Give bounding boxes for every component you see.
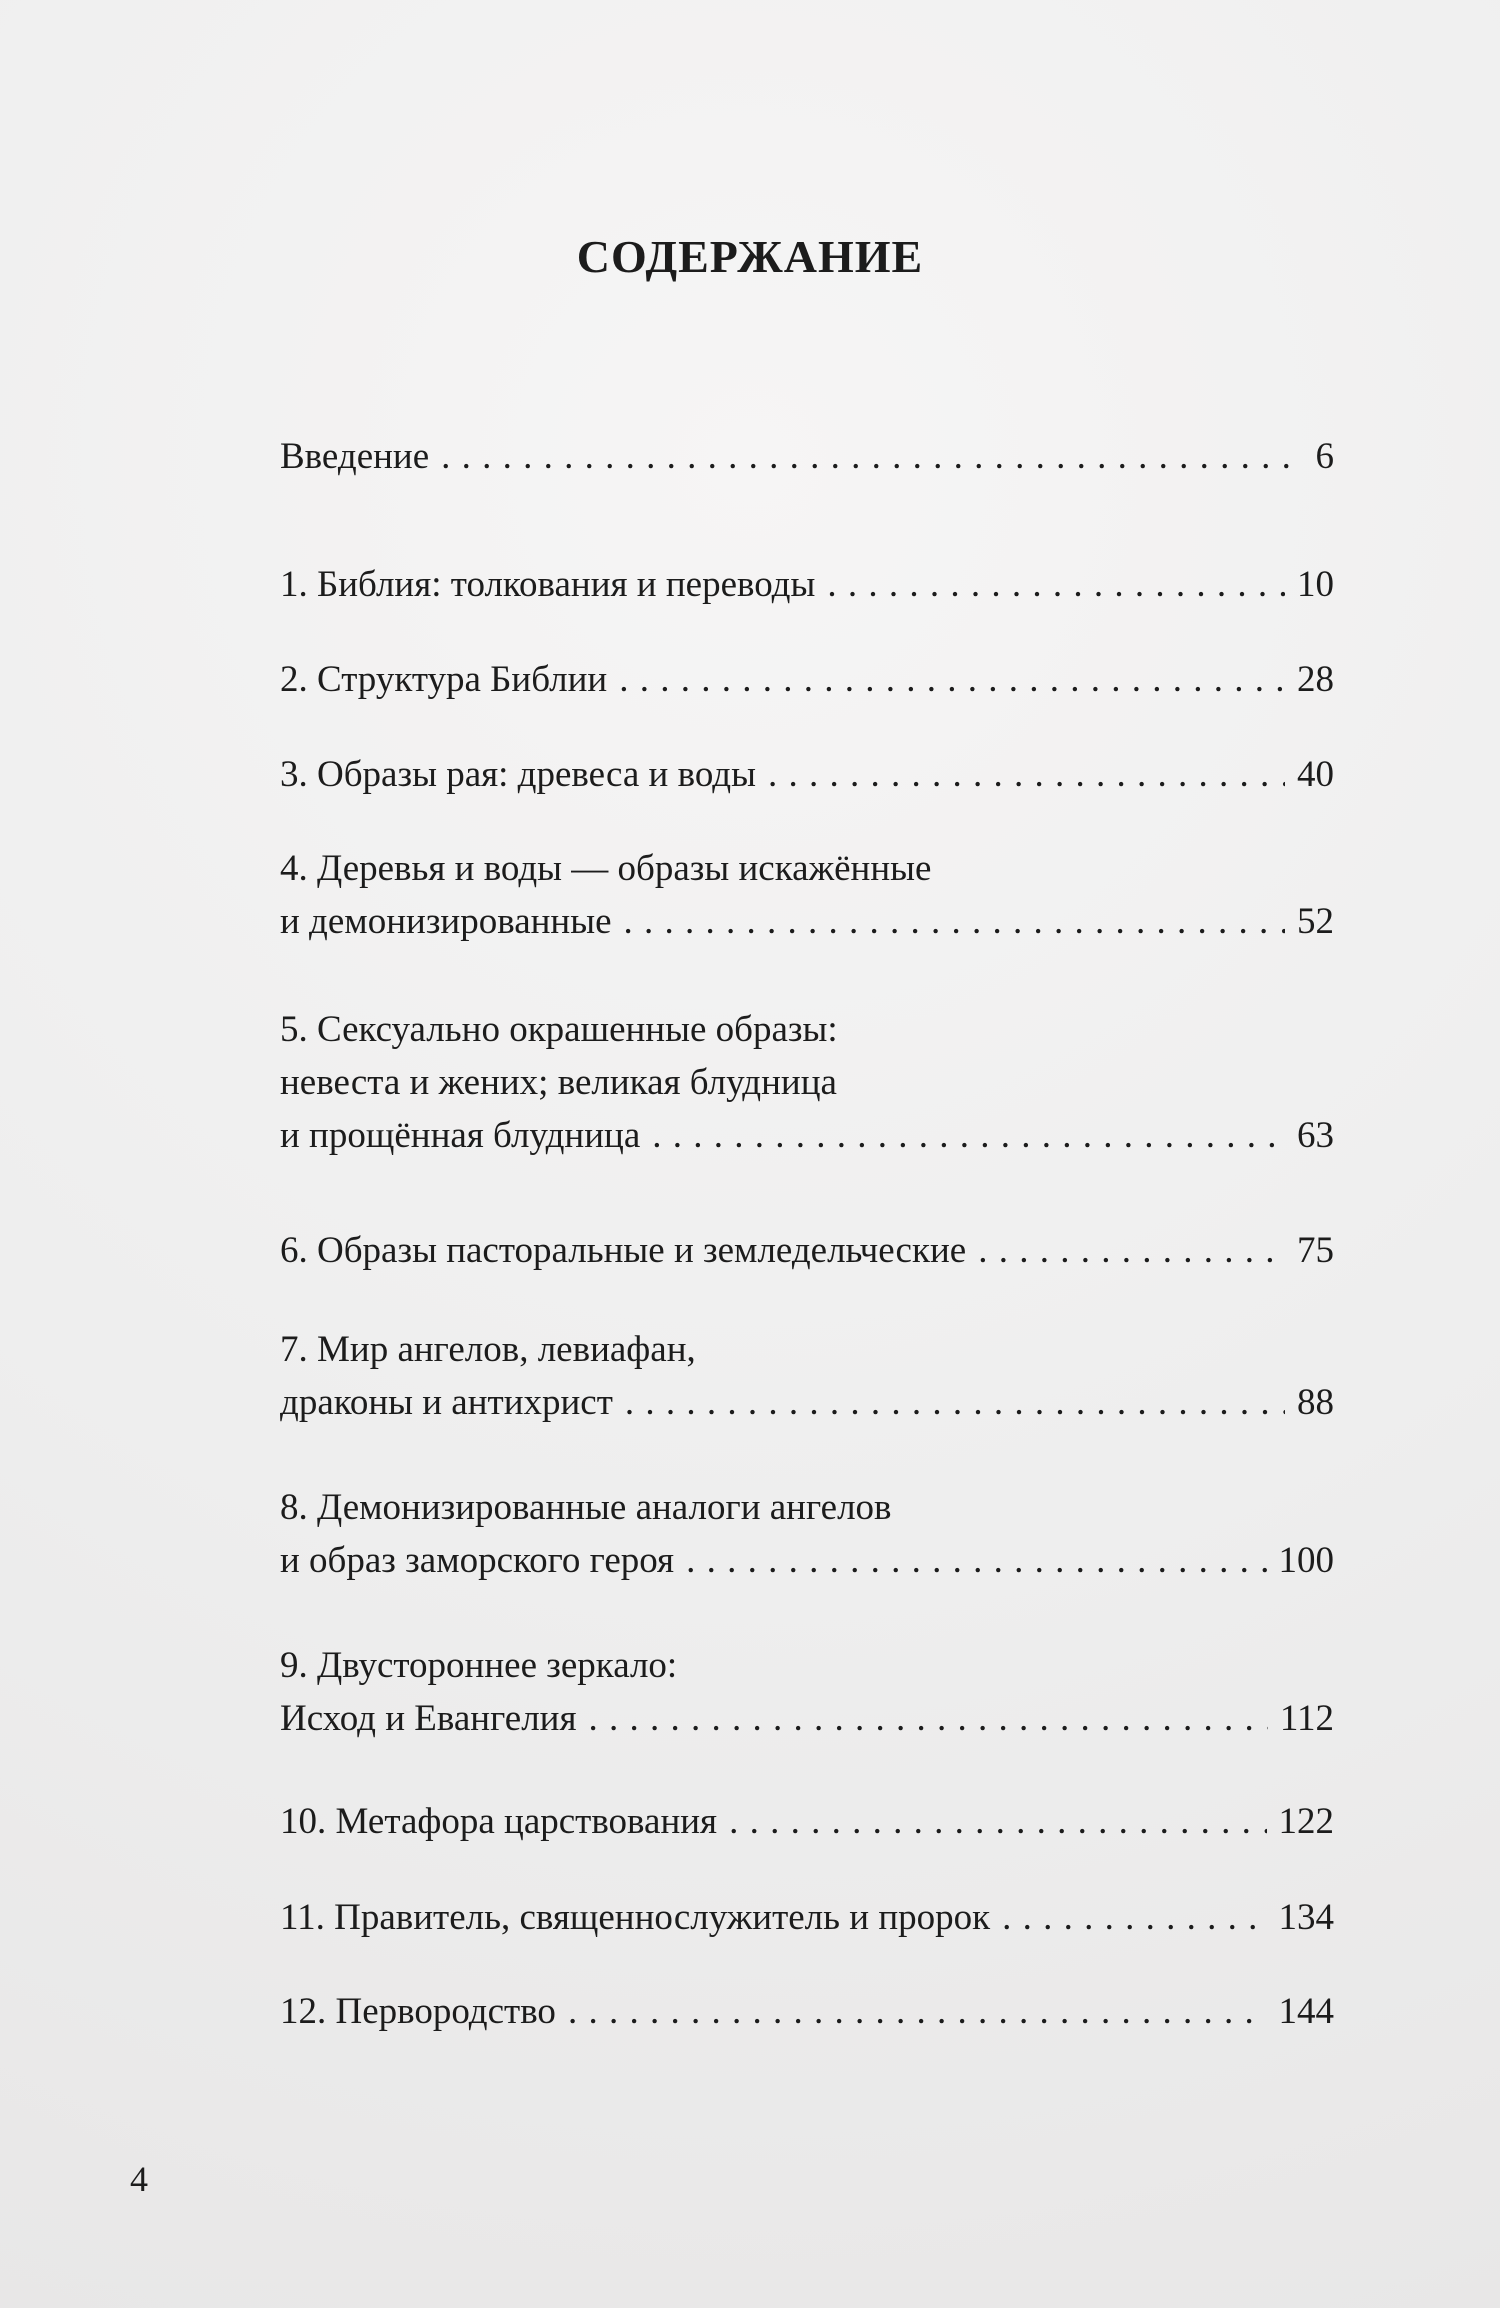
toc-page-number: 112	[1279, 1698, 1334, 1739]
toc-entry-text: драконы и антихрист	[280, 1382, 613, 1423]
toc-page-number: 75	[1297, 1230, 1334, 1271]
toc-entry-text: Исход и Евангелия	[280, 1698, 577, 1739]
toc-entry-text: 11. Правитель, священнослужитель и пророк	[280, 1897, 991, 1938]
toc-entry-7	[280, 1323, 1334, 1429]
dot-leader	[1002, 1891, 1266, 1944]
toc-page-number: 10	[1297, 564, 1334, 605]
dot-leader	[827, 558, 1285, 611]
toc-entry-text-line: невеста и жених; великая блудница	[280, 1062, 837, 1103]
dot-leader	[978, 1224, 1285, 1277]
dot-leader	[624, 895, 1285, 948]
dot-leader	[768, 748, 1285, 801]
page-number: 4	[130, 2159, 148, 2199]
toc-entry-text: 1. Библия: толкования и переводы	[280, 564, 816, 605]
toc-page-number: 88	[1297, 1382, 1334, 1423]
toc-entry-text-line: 5. Сексуально окрашенные образы:	[280, 1009, 838, 1050]
toc-entry-9	[280, 1639, 1334, 1745]
toc-entry-text-line: 7. Мир ангелов, левиафан,	[280, 1329, 696, 1370]
toc-page-number: 6	[1315, 436, 1334, 477]
toc-entry-11	[280, 1891, 1334, 1944]
toc-page-number: 28	[1297, 659, 1334, 700]
toc-page-number: 52	[1297, 901, 1334, 942]
toc-entry-5	[280, 1003, 1334, 1162]
toc-entry-text: и образ заморского героя	[280, 1540, 675, 1581]
toc-page-number: 100	[1278, 1540, 1334, 1581]
toc-entry-12	[280, 1985, 1334, 2038]
toc-entry-6	[280, 1224, 1334, 1277]
toc-page-number: 134	[1278, 1897, 1334, 1938]
toc-page-number: 63	[1297, 1115, 1334, 1156]
dot-leader	[441, 430, 1298, 483]
dot-leader	[652, 1109, 1285, 1162]
toc-entry-10	[280, 1795, 1334, 1848]
toc-page-number: 122	[1278, 1801, 1334, 1842]
dot-leader	[568, 1985, 1267, 2038]
toc-entry-text: Введение	[280, 436, 430, 477]
toc-entry-text-line: 8. Демонизированные аналоги ангелов	[280, 1487, 892, 1528]
contents-title: СОДЕРЖАНИЕ	[576, 231, 924, 282]
dot-leader	[589, 1692, 1268, 1745]
toc-entry-text: 3. Образы рая: древеса и воды	[280, 754, 756, 795]
toc-entry-8	[280, 1481, 1334, 1587]
toc-page-number: 40	[1297, 754, 1334, 795]
toc-entry-text: и прощённая блудница	[280, 1115, 641, 1156]
toc-entry-text: и демонизированные	[280, 901, 612, 942]
toc-entry-text: 6. Образы пасторальные и земледельческие	[280, 1230, 967, 1271]
toc-entry-text: 2. Структура Библии	[280, 659, 608, 700]
dot-leader	[686, 1534, 1266, 1587]
toc-entry-1	[280, 558, 1334, 611]
dot-leader	[625, 1376, 1285, 1429]
toc-page-number: 144	[1278, 1991, 1334, 2032]
toc-entry-4	[280, 842, 1334, 948]
toc-entry-text-line: 4. Деревья и воды — образы искажённые	[280, 848, 932, 889]
toc-entry-text: 10. Метафора царствования	[280, 1801, 718, 1842]
dot-leader	[729, 1795, 1266, 1848]
toc-entry-text: 12. Первородство	[280, 1991, 556, 2032]
toc-entry-introduction	[280, 430, 1334, 483]
dot-leader	[619, 653, 1285, 706]
toc-entry-3	[280, 748, 1334, 801]
toc-entry-text-line: 9. Двустороннее зеркало:	[280, 1645, 678, 1686]
toc-entry-2	[280, 653, 1334, 706]
